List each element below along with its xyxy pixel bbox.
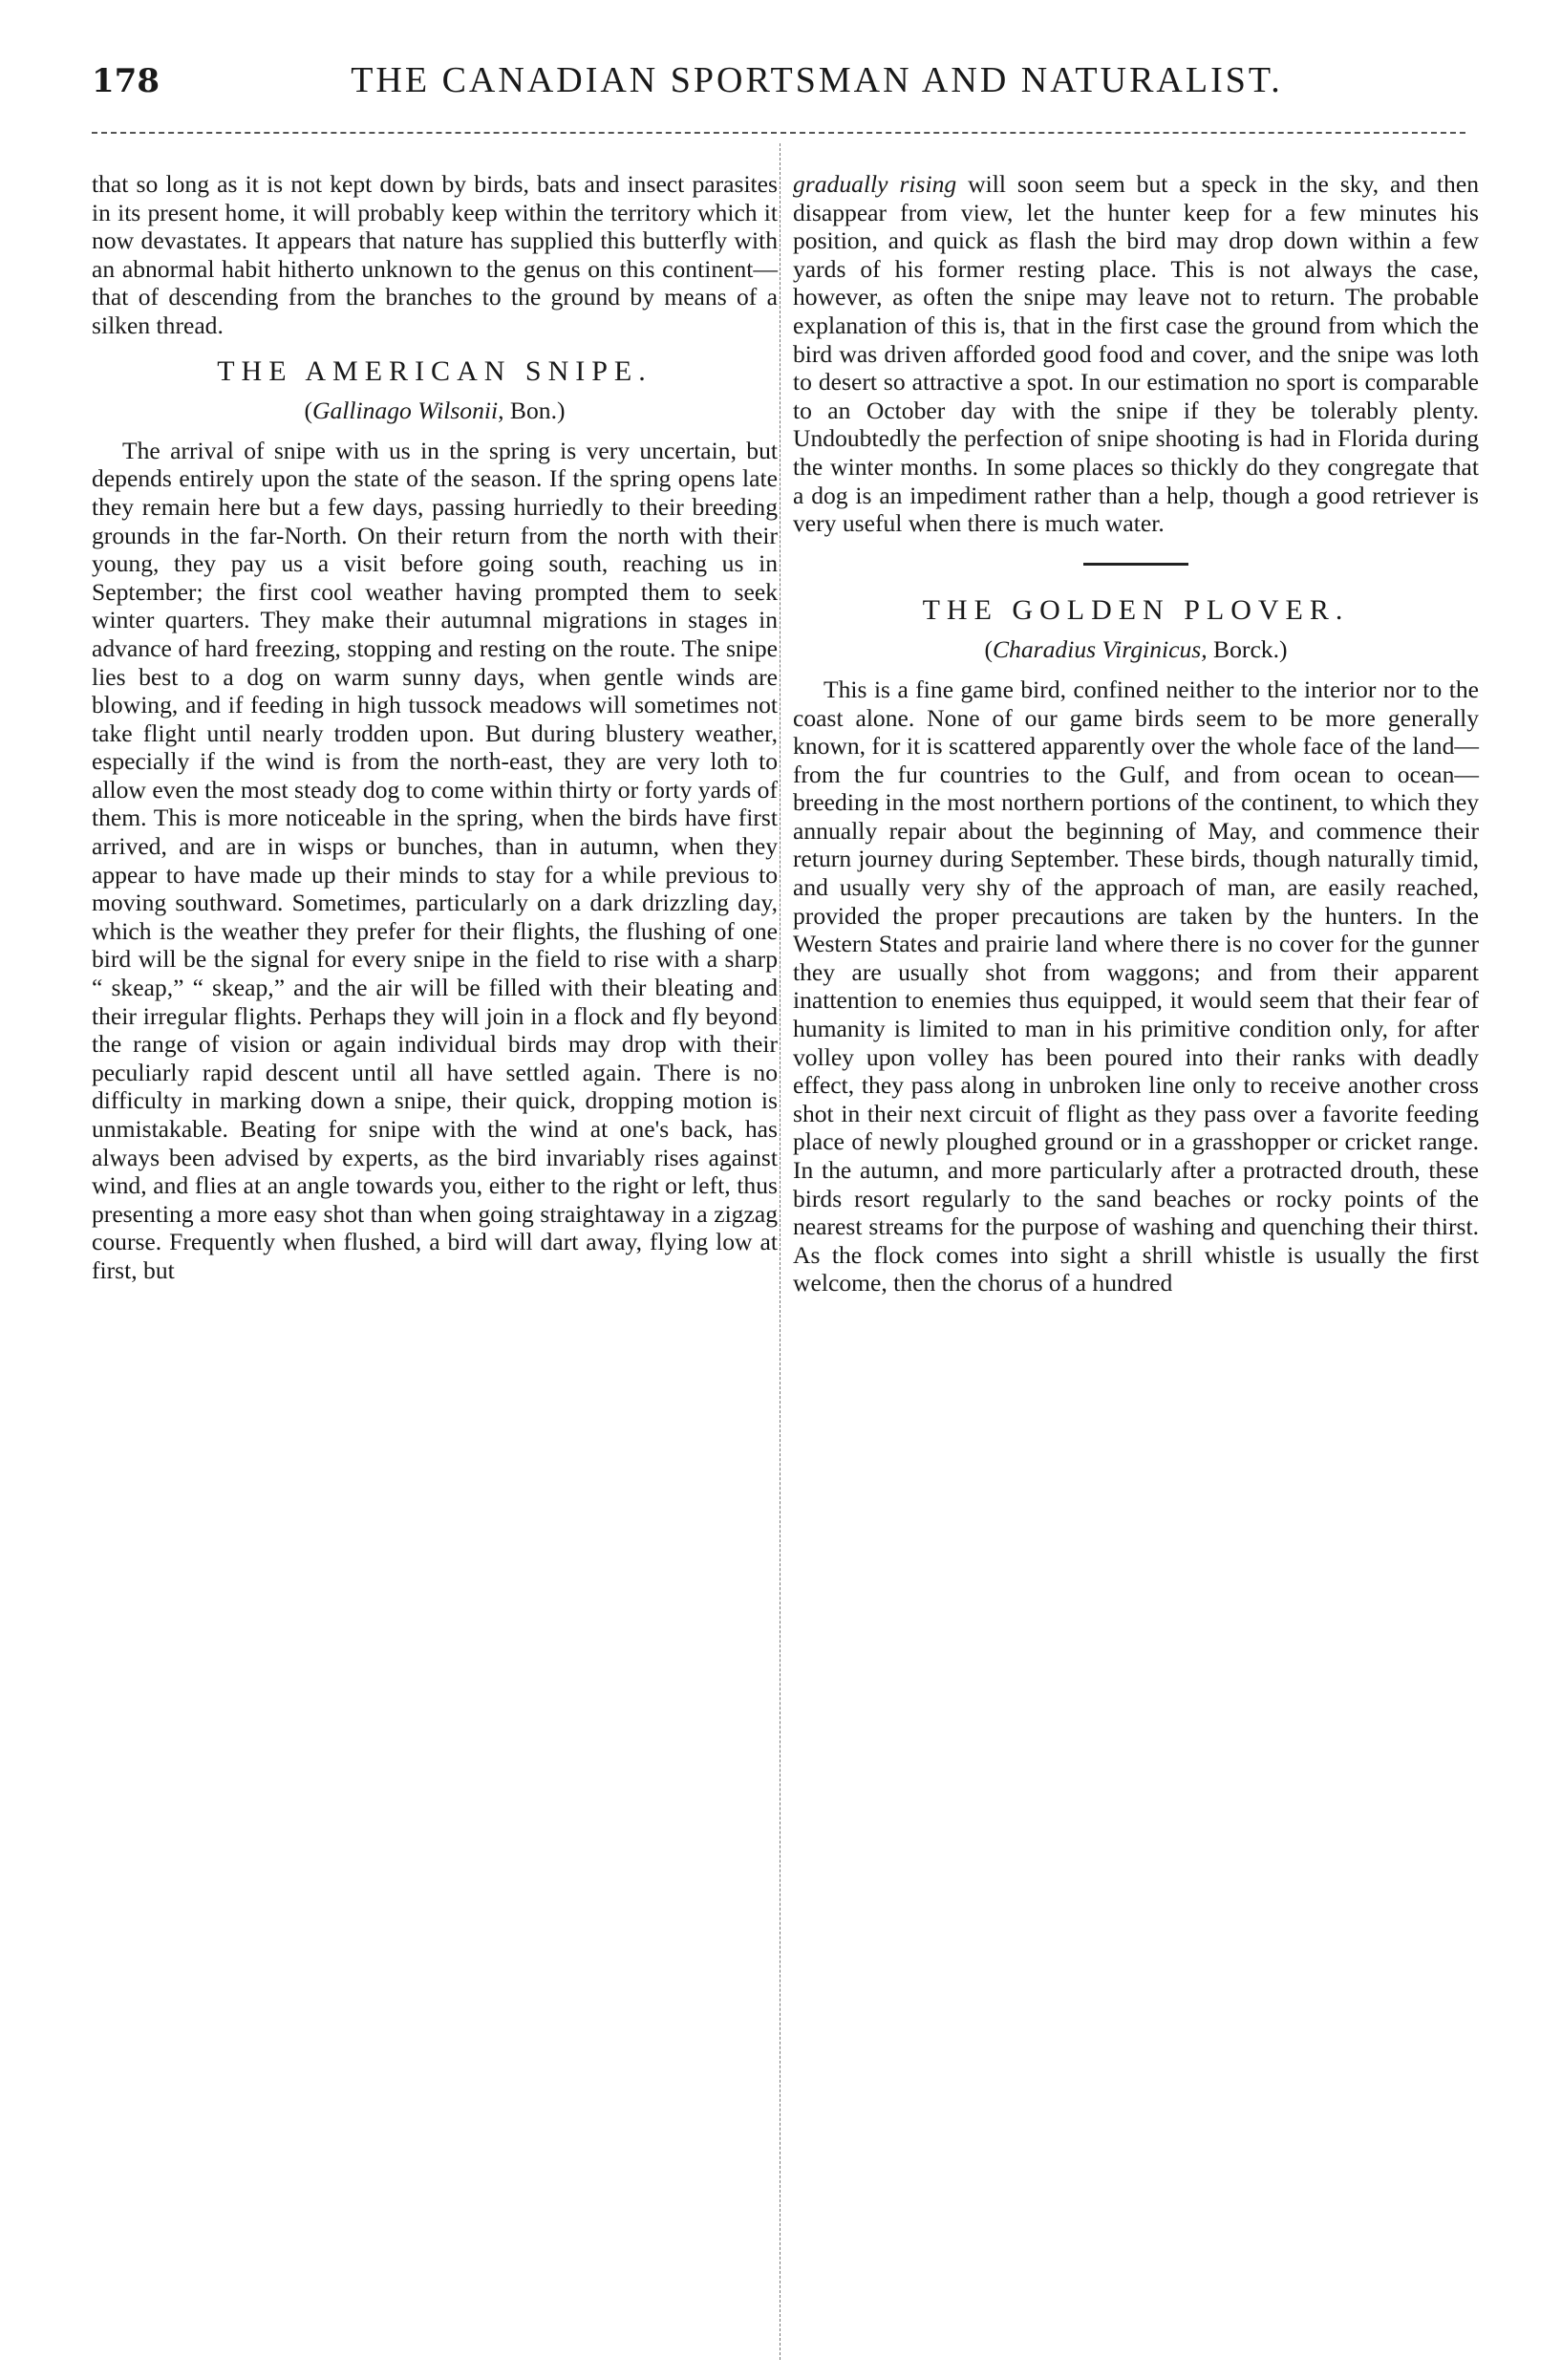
right-column <box>793 170 1479 1297</box>
golden-plover-subtitle <box>793 635 1479 664</box>
running-title: THE CANADIAN SPORTSMAN AND NATURALIST. <box>351 60 1283 100</box>
continued-text: will soon seem but a speck in the sky, and then disappear from view, let the hunter keep for a few minutes his position, and quick as flash the bird may drop down within a few yards of his former resting place. This is not always the case, however, as often the snipe may leave not to return. The probable explanation of this is, that in the first case the ground from which the bird was driven afforded good food and cover, and the snipe was loth to desert so attractive a spot. In our estimation no sport is comparable to an October day with the snipe if they be tolerably plenty. Undoubtedly the perfection of snipe shooting is had in Florida during the winter months. In some places so thickly do they congregate that a dog is an impediment rather than a help, though a good retriever is very useful when there is much water. <box>793 170 1479 538</box>
header-rule <box>92 132 1465 134</box>
scientific-name: Charadius Virginicus, <box>992 635 1208 664</box>
author-name: Bon.) <box>503 397 566 425</box>
golden-plover-body: This is a fine game bird, confined neither to the interior nor to the coast alone. None of our game birds seem to be more generally known, for it is scattered apparently over the whole face of the land—from the fur countries to the Gulf, and from ocean to ocean—breeding in the most northern portions of the continent, to which they annually repair about the beginning of May, and commence their return journey during September. These birds, though naturally timid, and usually very shy of the approach of man, are easily reached, provided the proper precautions are taken by the hunters. In the Western States and prairie land where there is no cover for the gunner they are usually shot from waggons; and from their apparent inattention to enemies thus equipped, it would seem that their fear of humanity is limited to man in his primitive condition only, for after volley upon volley has been poured into their ranks with deadly effect, they pass along in unbroken line only to receive another cross shot in their next circuit of flight as they pass over a favorite feeding place of newly ploughed ground or in a grasshopper or cricket range. In the autumn, and more particularly after a protracted drouth, these birds resort regularly to the sand beaches or rocky points of the nearest streams for the purpose of washing and quenching their thirst. As the flock comes into sight a shrill whistle is usually the first welcome, then the chorus of a hundred <box>793 675 1479 1297</box>
italic-lead: gradually rising <box>793 170 957 198</box>
subtitle-open-paren: ( <box>984 635 993 664</box>
page-header <box>92 59 1456 117</box>
author-name: Borck.) <box>1207 635 1288 664</box>
american-snipe-title: THE AMERICAN SNIPE. <box>217 354 652 387</box>
left-column <box>92 170 778 1285</box>
section-divider-rule <box>1083 563 1188 566</box>
subtitle-open-paren: ( <box>304 397 313 425</box>
continued-paragraph: that so long as it is not kept down by birds, bats and insect parasites in its present home, it will probably keep within the territory which it now devastates. It appears that nature has supplied this butterfly with an abnormal habit hitherto unknown to the genus on this continent—that of descending from the branches to the ground by means of a silken thread. <box>92 170 778 339</box>
american-snipe-body-continued <box>793 170 1479 538</box>
golden-plover-title: THE GOLDEN PLOVER. <box>922 593 1350 626</box>
page-number: 178 <box>92 62 160 100</box>
scientific-name: Gallinago Wilsonii, <box>312 397 504 425</box>
american-snipe-body: The arrival of snipe with us in the spring is very uncertain, but depends entirely upon the state of the season. If the spring opens late they remain here but a few days, passing hurriedly to their breeding grounds in the far-North. On their return from the north with their young, they pay us a visit before going south, reaching us in September; the first cool weather having prompted them to seek winter quarters. They make their autumnal migrations in stages in advance of hard freezing, stopping and resting on the route. The snipe lies best to a dog on warm sunny days, when gentle winds are blowing, and if feeding in high tussock meadows will sometimes not take flight until nearly trodden upon. But during blustery weather, especially if the wind is from the north-east, they are very loth to allow even the most steady dog to come within thirty or forty yards of them. This is more noticeable in the spring, when the birds have first arrived, and are in wisps or bunches, than in autumn, when they appear to have made up their minds to stay for a while previous to moving southward. Sometimes, particularly on a dark drizzling day, which is the weather they prefer for their flights, the flushing of one bird will be the signal for every snipe in the field to rise with a sharp “ skeap,” “ skeap,” and the air will be filled with their bleating and their irregular flights. Perhaps they will join in a flock and fly beyond the range of vision or again individual birds may drop with their peculiarly rapid descent until all have settled again. There is no difficulty in marking down a snipe, their quick, dropping motion is unmistakable. Beating for snipe with the wind at one's back, has always been advised by experts, as the bird invariably rises against wind, and flies at an angle towards you, either to the right or left, thus presenting a more easy shot than when going straightaway in a zigzag course. Frequently when flushed, a bird will dart away, flying low at first, but <box>92 436 778 1284</box>
american-snipe-subtitle <box>92 397 778 425</box>
